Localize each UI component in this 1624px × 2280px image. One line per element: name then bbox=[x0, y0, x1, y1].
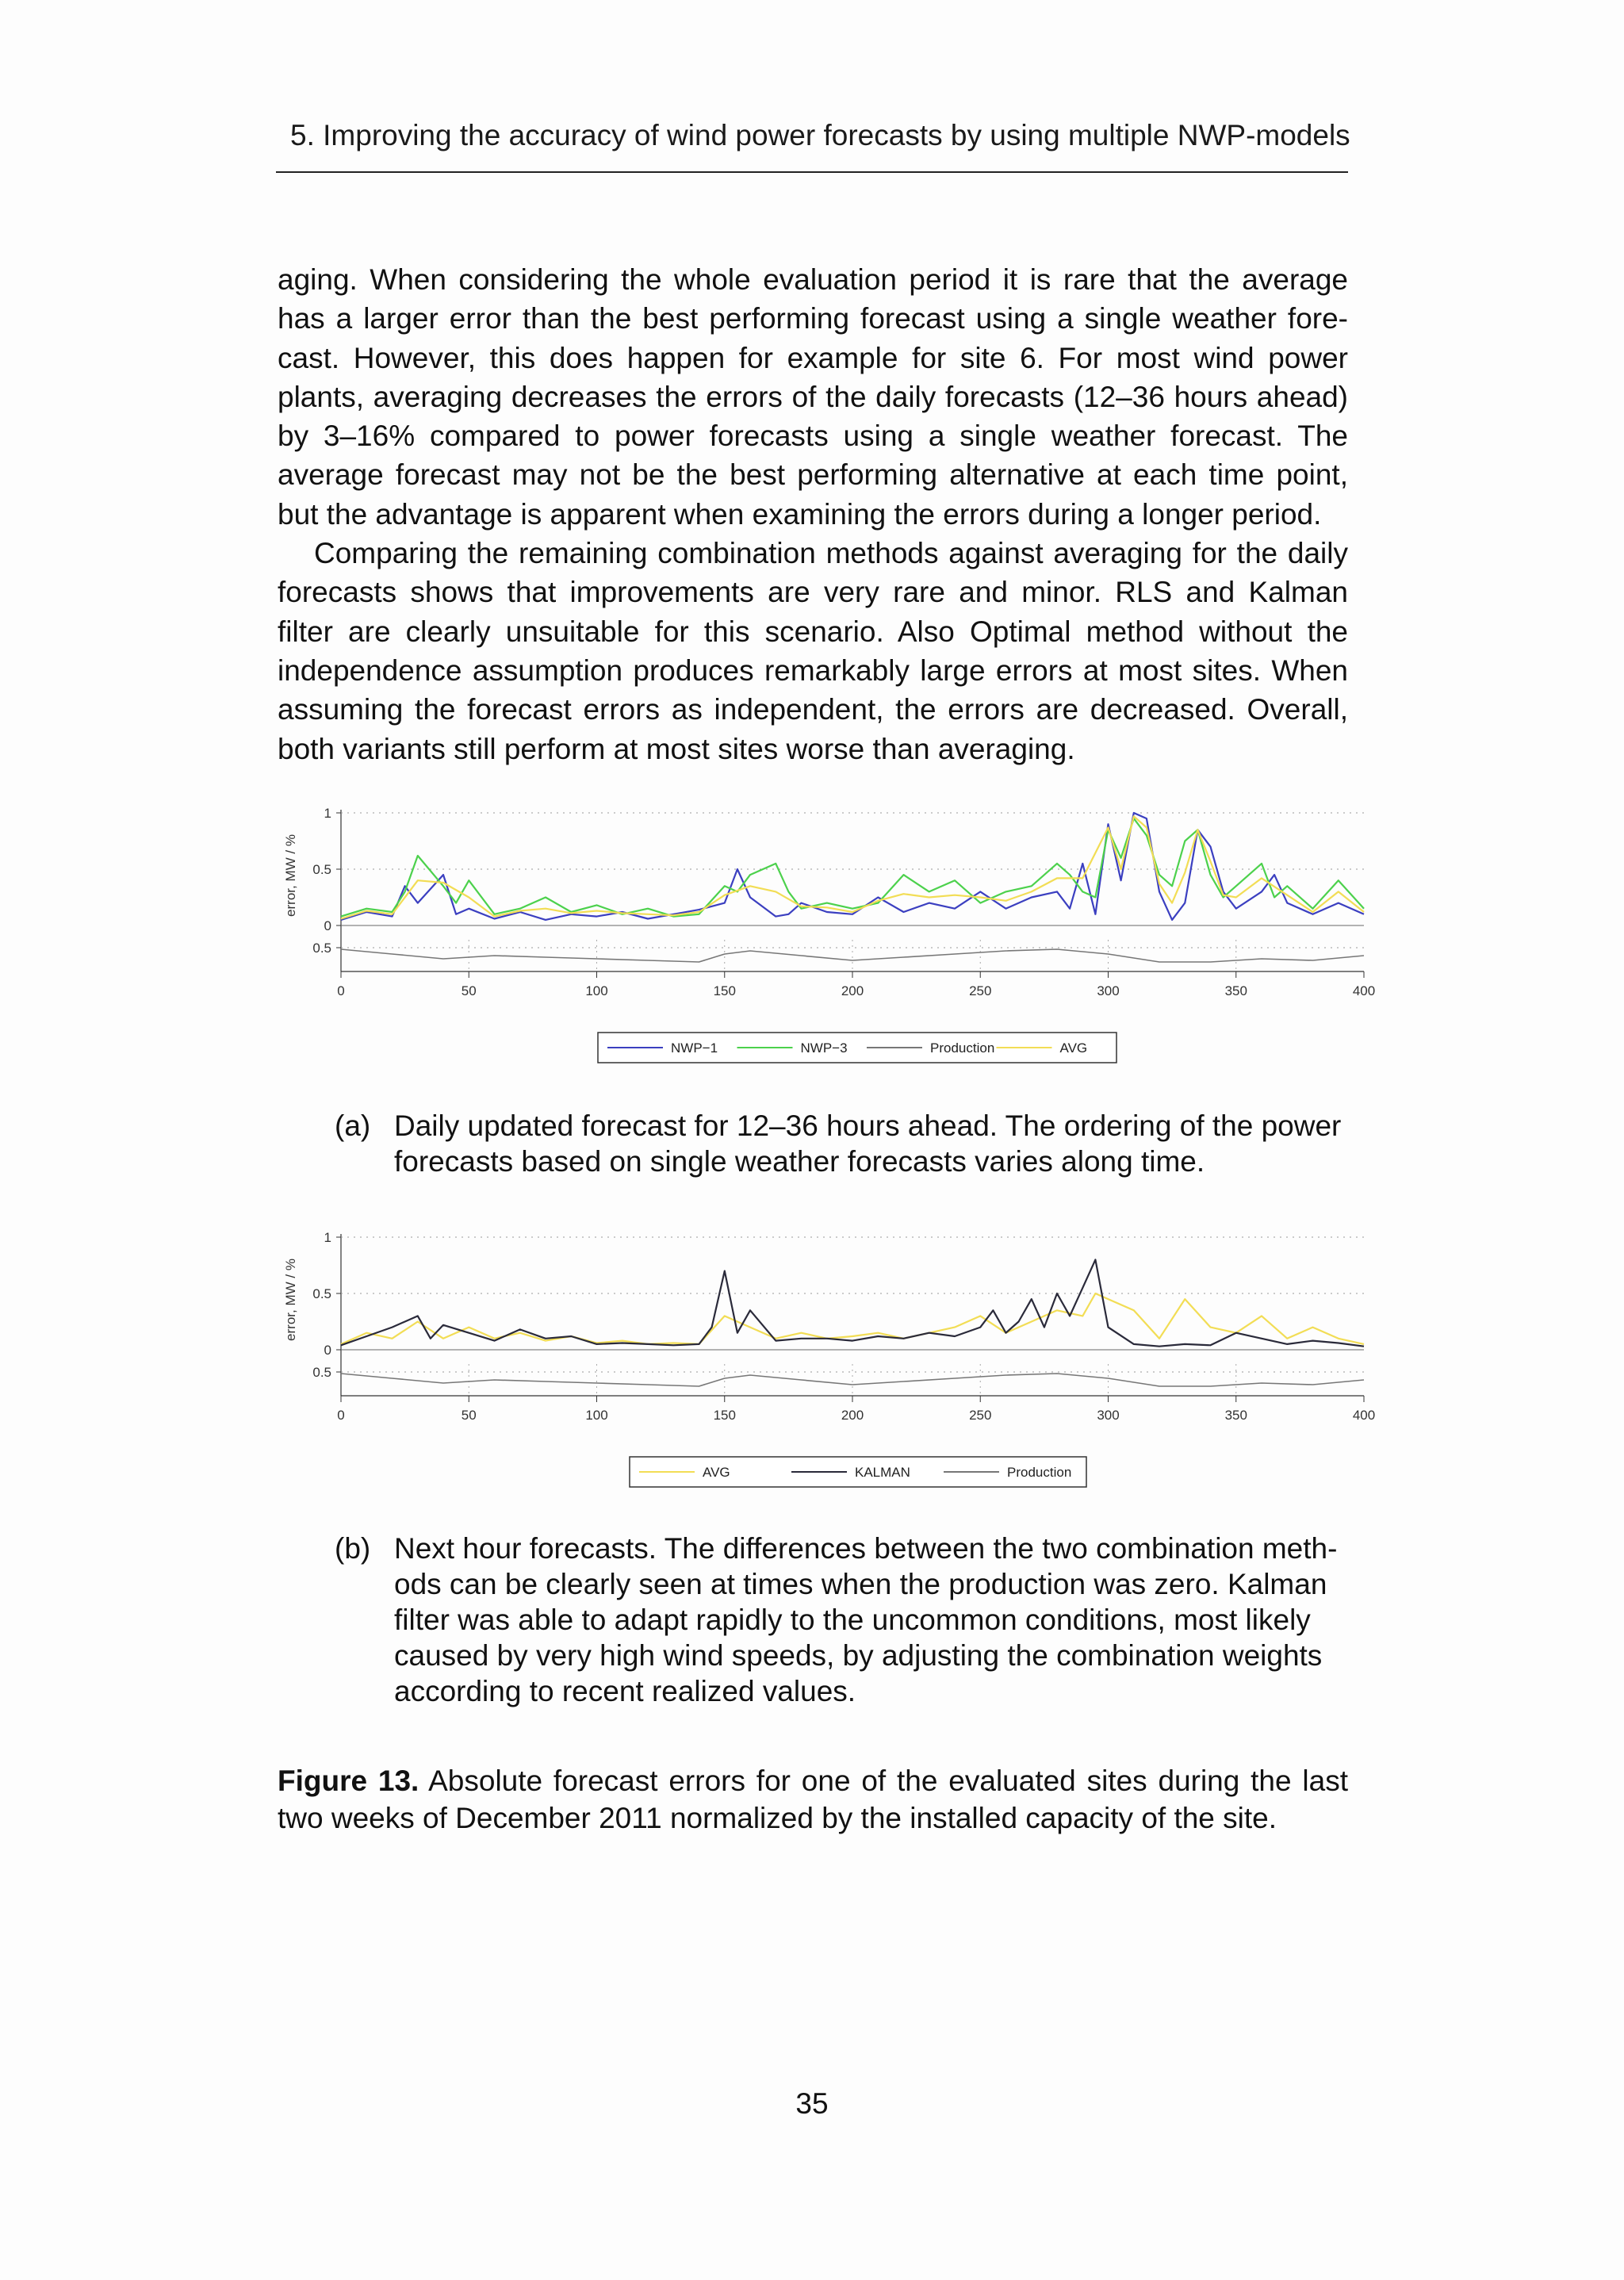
x-tick-label: 400 bbox=[1352, 1408, 1376, 1423]
x-tick-label: 250 bbox=[969, 1408, 992, 1423]
x-tick-label: 50 bbox=[461, 1408, 477, 1423]
x-tick-label: 200 bbox=[841, 1408, 864, 1423]
header-rule bbox=[276, 171, 1348, 173]
series-line-nwp-3 bbox=[341, 818, 1364, 917]
y-tick-label: 0 bbox=[324, 1343, 331, 1358]
legend-label: NWP−3 bbox=[800, 1040, 848, 1056]
y-tick-label: 0.5 bbox=[312, 862, 331, 877]
production-tick-label: 0.5 bbox=[312, 1365, 331, 1380]
legend-label: Production bbox=[930, 1040, 995, 1056]
subcaption-a-label: (a) bbox=[335, 1109, 371, 1142]
y-tick-label: 0.5 bbox=[312, 1286, 331, 1301]
figure-a bbox=[270, 797, 1380, 1075]
running-header: 5. Improving the accuracy of wind power forecasts by using multiple NWP-models bbox=[290, 119, 1350, 151]
x-tick-label: 150 bbox=[713, 1408, 736, 1423]
series-line-nwp-1 bbox=[341, 813, 1364, 920]
y-tick-label: 1 bbox=[324, 1230, 331, 1245]
page-number: 35 bbox=[795, 2087, 829, 2120]
paragraph-2: Comparing the remaining combination methods against averaging for the daily forecasts shows that improvements are very rare and minor. RLS and Kalman filter are clearly unsuitable for this scenario. Also Optimal method without the independence assumption produces remarkably large errors at most sites. When assuming the forecast errors as independent, the errors are decreased. Overall, both variants still perform at most sites worse than averaging. bbox=[278, 537, 1348, 765]
x-tick-label: 400 bbox=[1352, 983, 1376, 998]
subcaption-b-label: (b) bbox=[335, 1532, 371, 1565]
x-tick-label: 350 bbox=[1224, 1408, 1247, 1423]
production-tick-label: 0.5 bbox=[312, 941, 331, 956]
y-tick-label: 1 bbox=[324, 806, 331, 821]
figure-caption bbox=[278, 1762, 1348, 1837]
series-line-avg bbox=[341, 816, 1364, 918]
x-tick-label: 50 bbox=[461, 983, 477, 998]
y-axis-label: error, MW / % bbox=[283, 834, 298, 917]
subcaption-a-text: Daily updated forecast for 12–36 hours ahead. The ordering of the power forecasts based on single weather forecasts varies along time. bbox=[394, 1109, 1342, 1178]
subcaption-a bbox=[335, 1108, 1350, 1179]
x-tick-label: 150 bbox=[713, 983, 736, 998]
legend-label: AVG bbox=[1059, 1040, 1088, 1056]
x-tick-label: 250 bbox=[969, 983, 992, 998]
x-tick-label: 100 bbox=[585, 983, 608, 998]
chart-a bbox=[270, 797, 1380, 1075]
x-tick-label: 300 bbox=[1097, 1408, 1120, 1423]
legend-label: KALMAN bbox=[855, 1465, 910, 1480]
x-tick-label: 350 bbox=[1224, 983, 1247, 998]
legend-label: NWP−1 bbox=[671, 1040, 718, 1056]
series-line-avg bbox=[341, 1293, 1364, 1344]
subcaption-b-text: Next hour forecasts. The differences between the two combination meth-ods can be clearly seen at times when the production was zero. Kalman filter was able to adapt rapidly to the uncommon conditions, most likely caused by very high wind speeds, by adjusting the combination weights according to recent realized values. bbox=[394, 1532, 1338, 1707]
legend-label: AVG bbox=[703, 1465, 730, 1480]
y-axis-label: error, MW / % bbox=[283, 1259, 298, 1341]
x-tick-label: 200 bbox=[841, 983, 864, 998]
x-tick-label: 0 bbox=[337, 983, 345, 998]
figure-caption-text: Absolute forecast errors for one of the evaluated sites during the last two weeks of December 2011 normalized by the installed capacity of the site. bbox=[278, 1765, 1348, 1834]
series-line-kalman bbox=[341, 1259, 1364, 1346]
chart-b bbox=[270, 1221, 1380, 1499]
figure-b bbox=[270, 1221, 1380, 1499]
legend-label: Production bbox=[1007, 1465, 1072, 1480]
y-tick-label: 0 bbox=[324, 918, 331, 933]
x-tick-label: 300 bbox=[1097, 983, 1120, 998]
body-text bbox=[278, 260, 1348, 768]
subcaption-b bbox=[335, 1531, 1350, 1709]
x-tick-label: 100 bbox=[585, 1408, 608, 1423]
x-tick-label: 0 bbox=[337, 1408, 345, 1423]
paragraph-1: aging. When considering the whole evaluation period it is rare that the average has a larger error than the best performing forecast using a single weather fore-cast. However, this does happen for example for site 6. For most wind power plants, averaging decreases the errors of the daily forecasts (12–36 hours ahead) by 3–16% compared to power forecasts using a single weather forecast. The average forecast may not be the best performing alternative at each time point, but the advantage is apparent when examining the errors during a longer period. bbox=[278, 263, 1348, 531]
figure-caption-label: Figure 13. bbox=[278, 1765, 419, 1797]
